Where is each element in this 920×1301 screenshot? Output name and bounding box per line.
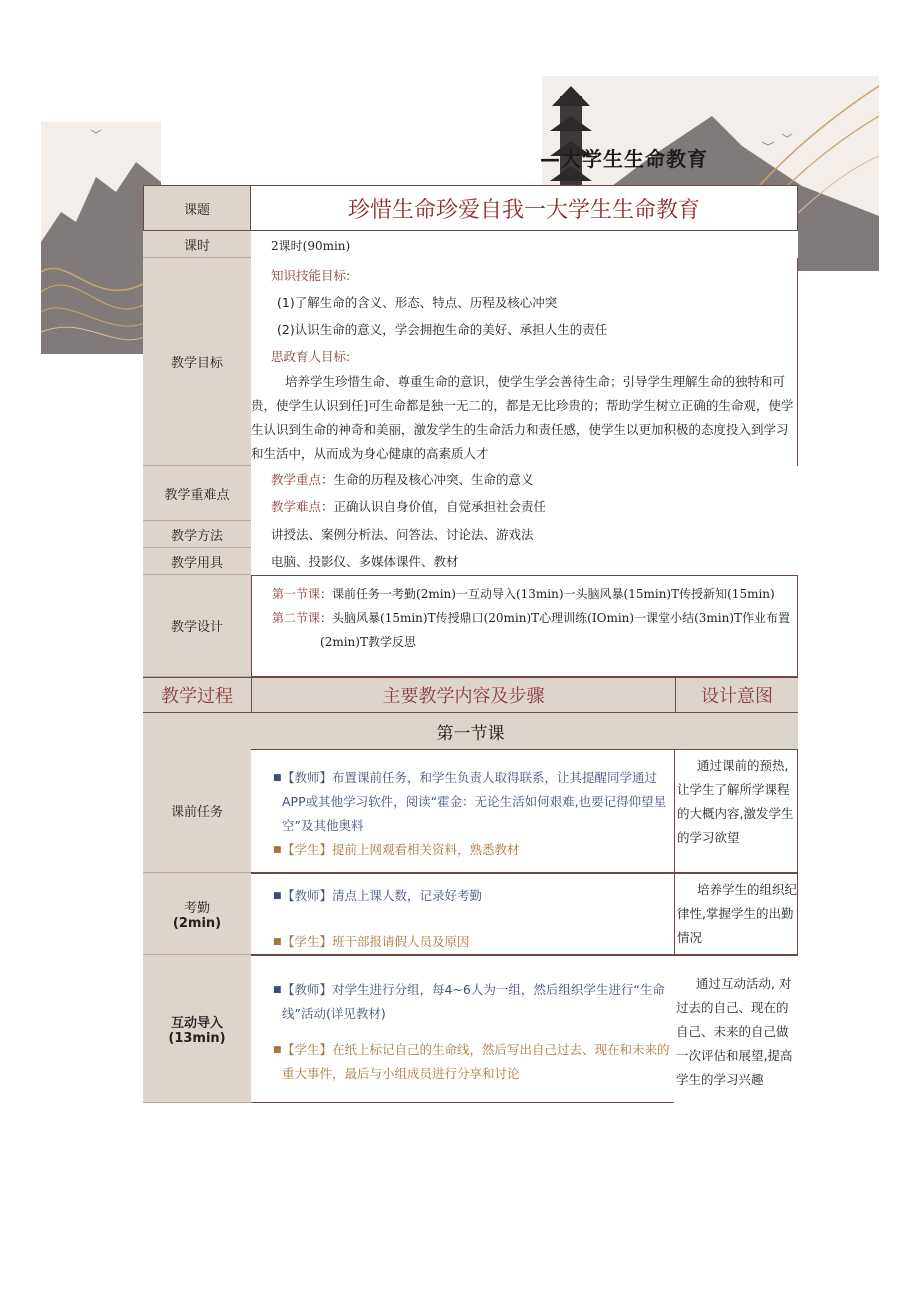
key-point-label: 教学重点 [271,472,322,487]
bullet-icon: ■ [273,773,282,783]
key-point-text: ：生命的历程及核心冲突、生命的意义 [321,472,534,487]
bullet-icon: ■ [273,937,282,947]
goal-item-2: (2)认识生命的意义，学会拥抱生命的美好、承担人生的责任 [277,322,608,337]
method-value: 讲授法、案例分析法、问答法、讨论法、游戏法 [251,521,798,548]
step-label: 课前任务 [143,749,251,873]
student-text: 【学生】班干部报请假人员及原因 [282,934,470,949]
step-row [143,873,798,955]
goals-content [251,258,798,466]
bullet-icon: ■ [273,891,282,901]
goals-label: 教学目标 [143,258,251,466]
step-content [251,873,674,955]
hours-value: 2课时(90min) [251,231,798,258]
bullet-icon: ■ [273,845,282,855]
step-label-main: 考勤 [183,900,210,916]
ideology-goal-title: 思政育人目标: [271,349,351,364]
process-header-col1: 教学过程 [161,686,233,707]
hours-row [143,231,798,258]
design-session2-text: ：头脑风暴(15min)T传授鼎口(20min)T心理训练(IOmin)一课堂小结(3min)T作业布置(2min)T教学反思 [320,611,791,649]
teacher-text: 【教师】布置课前任务，和学生负责人取得联系，让其提醒同学通过APP或其他学习软件，阅读“霍金：无论生活如何艰难,也要记得仰望星空”及其他奥料 [282,770,667,833]
banner-title: —大学生生命教育 [540,147,708,171]
step-intent: 培养学生的组织纪律性,掌握学生的出勤情况 [674,873,798,955]
design-session1-label: 第一节课 [272,587,321,601]
method-row [143,521,798,548]
topic-label: 课题 [143,185,251,231]
goal-item-1: (1)了解生命的含义、形态、特点、历程及核心冲突 [277,295,558,310]
goals-row [143,258,798,466]
knowledge-goal-title: 知识技能目标: [271,268,351,283]
bullet-icon: ■ [273,1045,282,1055]
step-intent: 通过互动活动, 对过去的自己、现在的自己、未来的自己做一次评估和展望,提高学生的学习兴趣 [674,955,798,1103]
step-label: 互动导入(13min) [143,955,251,1103]
step-row [143,749,798,873]
step-label [143,873,251,955]
step-intent: 通过课前的预热,让学生了解所学课程的大概内容,激发学生的学习欲望 [674,749,798,873]
process-header-col2: 主要教学内容及步骤 [251,678,676,712]
process-header [143,677,798,713]
teacher-text: 【教师】对学生进行分组，每4~6人为一组，然后组织学生进行“生命线”活动(详见教材) [282,982,665,1021]
tools-label: 教学用具 [143,548,251,575]
topic-title: 珍惜生命珍爱自我一大学生生命教育 [251,185,798,231]
ideology-goal-text: 培养学生珍惜生命、尊重生命的意识，使学生学会善待生命；引导学生理解生命的独特和可贵，使学生认识到任]可生命都是独一无二的，都是无比珍贵的；帮助学生树立正确的生命观，使学生认识到生命的神奇和美丽，激发学生的生命活力和责任感，使学生以更加积极的态度投入到学习和生活中，从而成为身心健康的高素质人才 [251,374,794,461]
key-points-label: 教学重难点 [143,466,251,521]
step-label-duration: (2min) [172,915,222,931]
design-label: 教学设计 [143,575,251,677]
teacher-text: 【教师】清点上课人数，记录好考勤 [282,888,483,903]
design-session2-label: 第二节课 [272,611,321,625]
key-points-content [251,466,798,521]
hard-point-label: 教学难点 [271,499,322,514]
section-title: 第一节课 [143,713,798,749]
tools-value: 电脑、投影仪、多媒体课件、教材 [251,548,798,575]
tools-row [143,548,798,575]
hours-label: 课时 [143,231,251,258]
process-header-col3: 设计意图 [701,686,773,707]
topic-row [143,185,798,231]
step-row [143,955,798,1103]
step-content [251,955,674,1103]
method-label: 教学方法 [143,521,251,548]
bullet-icon: ■ [273,985,282,995]
hard-point-text: ：正确认识自身价值，自觉承担社会责任 [321,499,547,514]
student-text: 【学生】提前上网观看相关资料，熟悉教材 [282,842,520,857]
key-points-row [143,466,798,521]
step-content [251,749,674,873]
student-text: 【学生】在纸上标记自己的生命线，然后写出自己过去、现在和未来的重大事件，最后与小组成员进行分享和讨论 [282,1042,670,1081]
design-row [143,575,798,677]
lesson-plan-document [143,185,798,1103]
design-session1-text: ：课前任务一考勤(2min)一互动导入(13min)一头脑风暴(15min)T传授新知(15min) [320,587,775,601]
design-content [251,575,798,677]
